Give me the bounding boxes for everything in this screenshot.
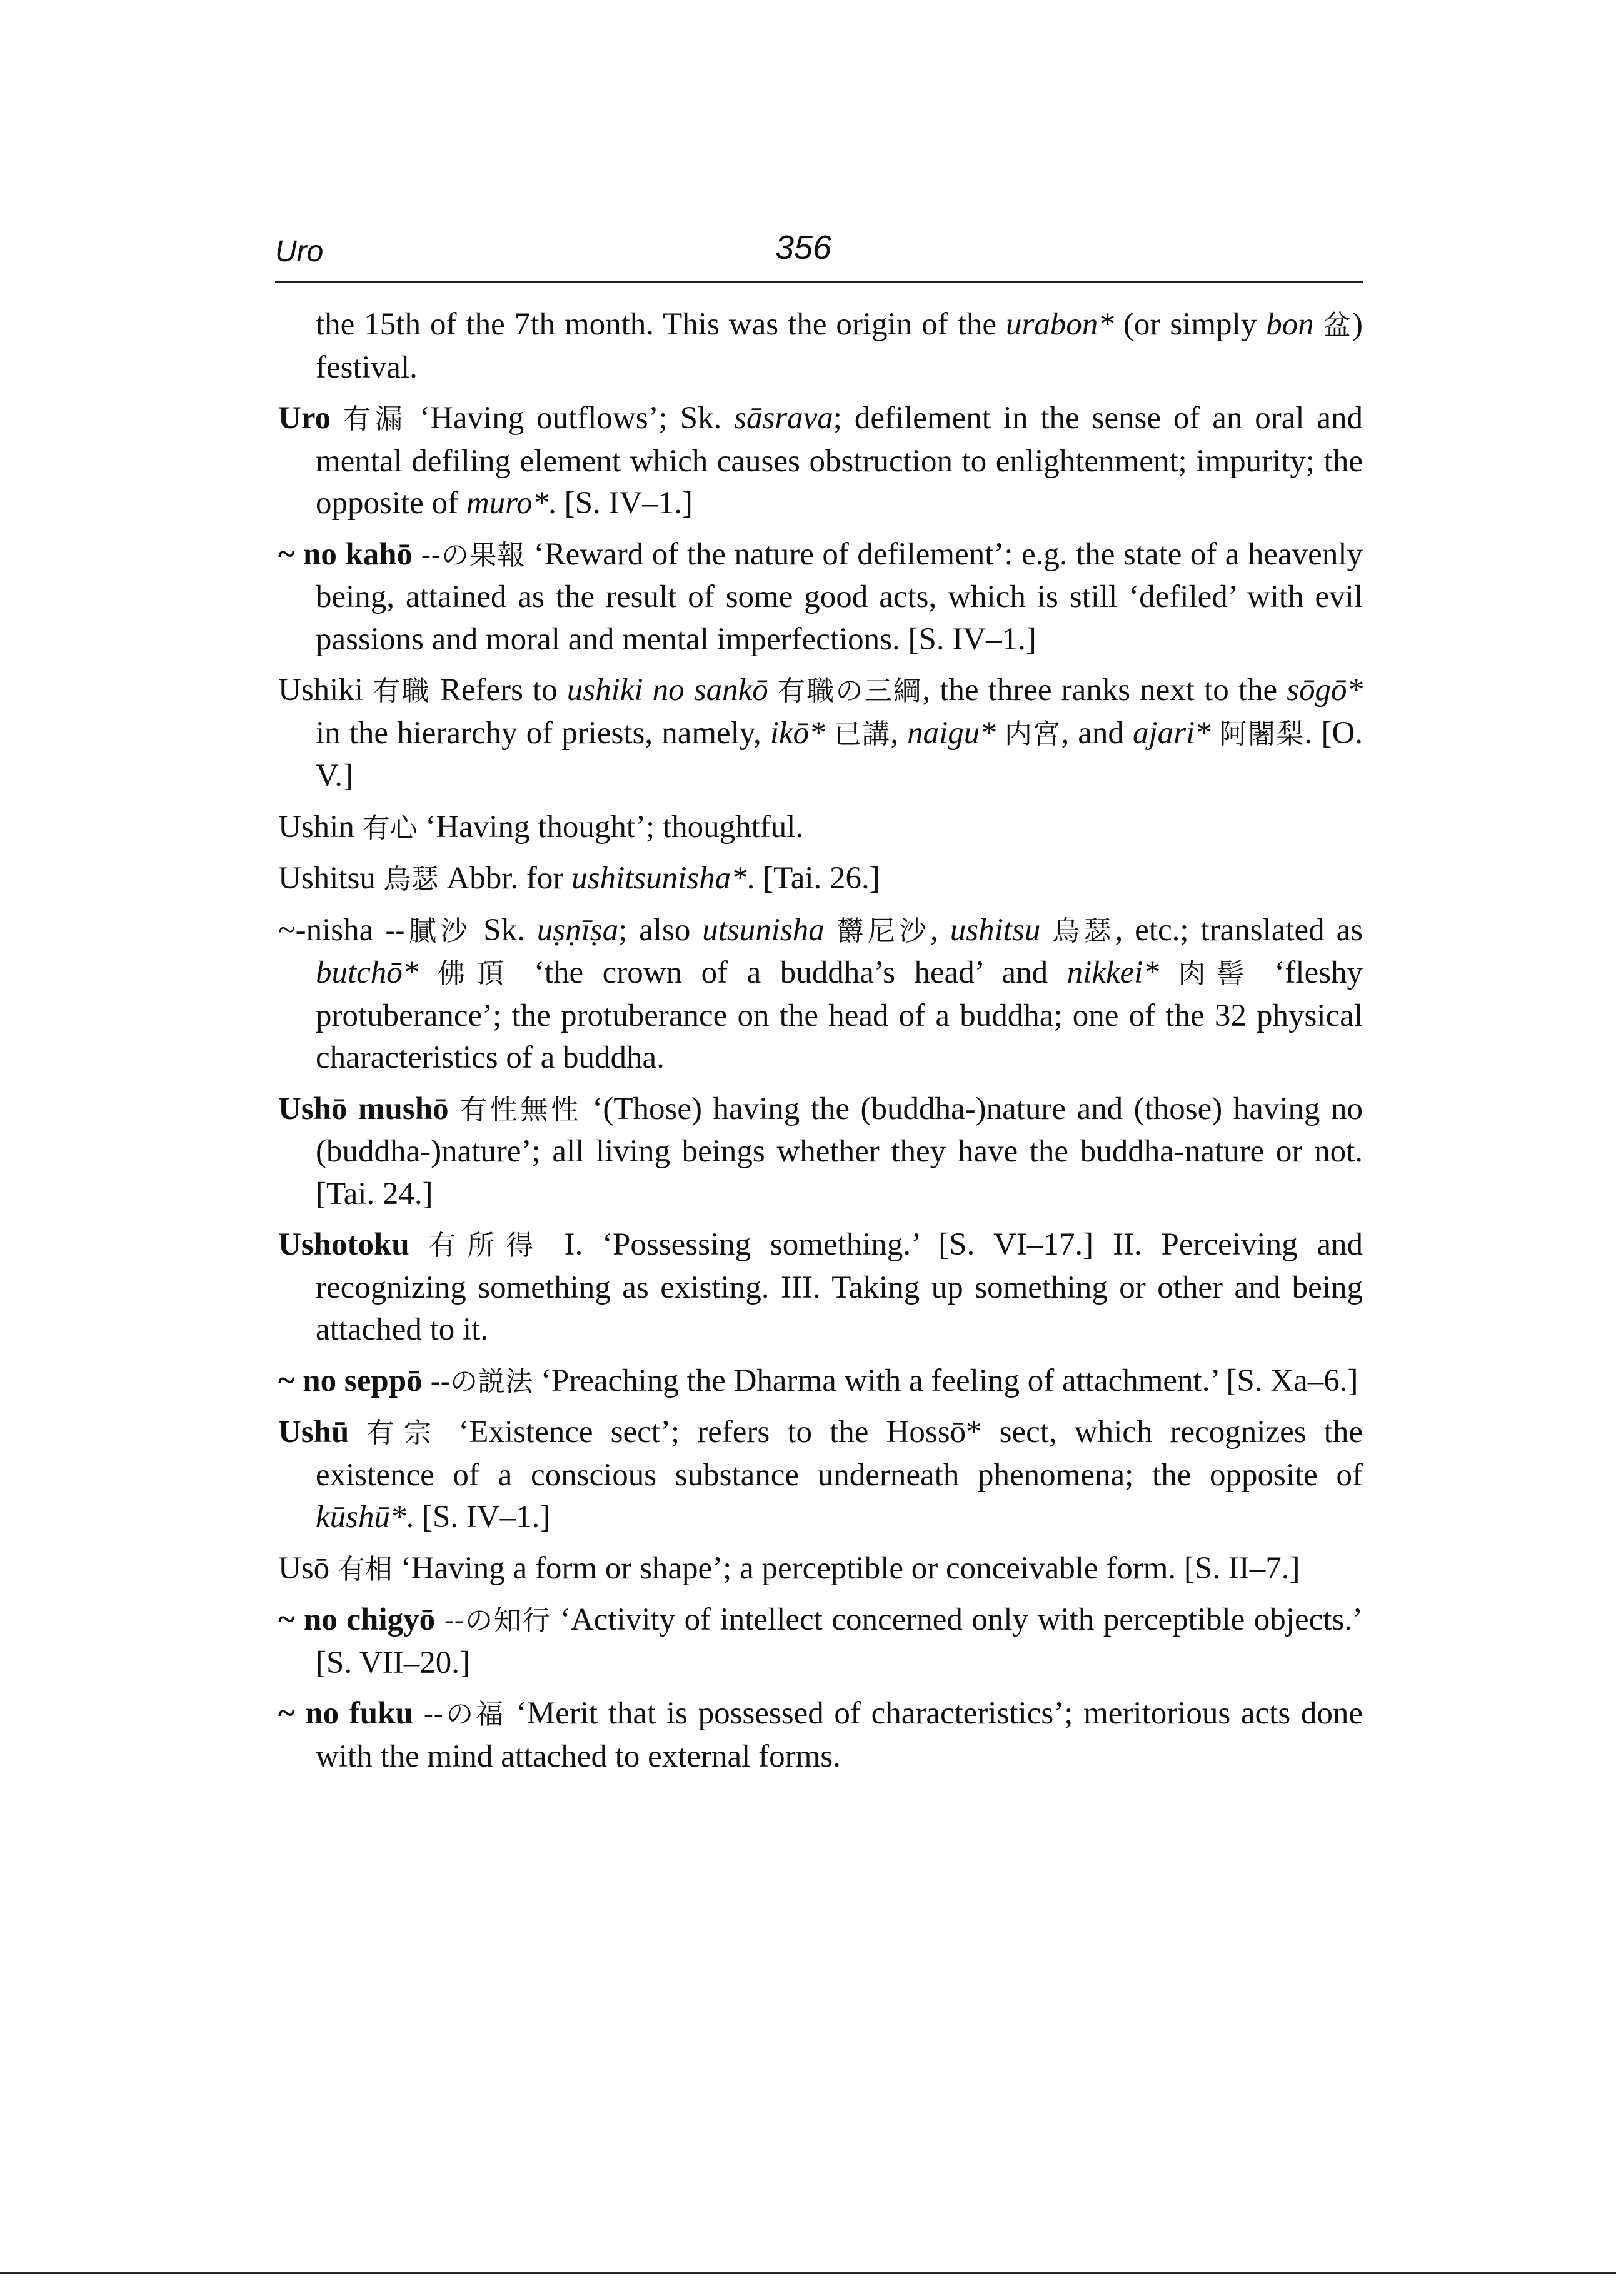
entry-ushin: Ushin 有心 ‘Having thought’; thoughtful. — [278, 809, 804, 845]
entry-uso-no-fuku: ~ no fuku --の福 ‘Merit that is possessed of characteristics’; meritorious acts done with the mind attached to external forms. — [278, 1696, 1363, 1774]
headword: ~ no chigyō — [278, 1602, 436, 1637]
headword: Ushō mushō — [278, 1091, 449, 1126]
headword: Ushin — [278, 809, 354, 845]
entry-uro: Uro 有漏 ‘Having outflows’; Sk. sāsrava; defilement in the sense of an oral and mental defiling element which causes obstruction to enlightenment; impurity; the opposite of muro*. [S. IV–1.] — [278, 401, 1363, 521]
headword: ~-nisha — [278, 912, 374, 948]
entry-usho-musho: Ushō mushō 有性無性 ‘(Those) having the (buddha-)nature and (those) having no (buddha-)nature’; all living beings whether they have the buddha-nature or not. [Tai. 24.] — [278, 1091, 1363, 1211]
headword: Ushotoku — [278, 1227, 409, 1262]
headword: ~ no fuku — [278, 1696, 413, 1731]
entry-ushotoku-no-seppo: ~ no seppō --の説法 ‘Preaching the Dharma with a feeling of attachment.’ [S. Xa–6.] — [278, 1363, 1358, 1398]
headword: ~ no seppō — [278, 1363, 423, 1398]
headword: ~ no kahō — [278, 536, 413, 572]
entry-ushitsu: Ushitsu 烏瑟 Abbr. for ushitsunisha*. [Tai. 26.] — [278, 861, 880, 896]
headword: Usō — [278, 1550, 330, 1586]
headword: Ushiki — [278, 673, 364, 708]
entry-continuation: the 15th of the 7th month. This was the origin of the urabon* (or simply bon 盆) festival. — [316, 307, 1363, 385]
header-rule — [275, 281, 1363, 283]
headword: Ushū — [278, 1415, 349, 1450]
entry-ushotoku: Ushotoku 有所得 I. ‘Possessing something.’ [S. VI–17.] II. Perceiving and recognizing something as existing. III. Taking up something or other and being attached to it. — [278, 1227, 1363, 1347]
entry-ushu: Ushū 有宗 ‘Existence sect’; refers to the Hossō* sect, which recognizes the existence of a conscious substance underneath phenomena; the opposite of kūshū*. [S. IV–1.] — [278, 1415, 1363, 1535]
entry-ushitsunisha: ~-nisha --膩沙 Sk. uṣṇīṣa; also utsunisha 欝尼沙, ushitsu 烏瑟, etc.; translated as butchō* 佛頂 ‘the crown of a buddha’s head’ and nikkei* 肉髻 ‘fleshy protuberance’; the protuberance on the head of a buddha; one of the 32 physical characteristics of a buddha. — [278, 912, 1363, 1075]
headword: Ushitsu — [278, 861, 376, 896]
entry-uso: Usō 有相 ‘Having a form or shape’; a perceptible or conceivable form. [S. II–7.] — [278, 1550, 1300, 1586]
footer-rule — [0, 2272, 1616, 2274]
headword: Uro — [278, 401, 331, 436]
page-number: 356 — [775, 229, 832, 266]
dictionary-body — [278, 304, 1363, 1787]
entry-uro-no-kaho: ~ no kahō --の果報 ‘Reward of the nature of defilement’: e.g. the state of a heavenly being, attained as the result of some good acts, which is still ‘defiled’ with evil passions and moral and mental imperfections. [S. IV–1.] — [278, 536, 1363, 657]
running-head: Uro — [275, 235, 324, 268]
page-header — [275, 228, 1363, 284]
entry-uso-no-chigyo: ~ no chigyō --の知行 ‘Activity of intellect concerned only with perceptible objects.’ [S. VII–20.] — [278, 1602, 1363, 1680]
entry-ushiki: Ushiki 有職 Refers to ushiki no sankō 有職の三綱, the three ranks next to the sōgō* in the hierarchy of priests, namely, ikō* 已講, naigu* 内宮, and ajari* 阿闍梨. [O. V.] — [278, 673, 1363, 793]
